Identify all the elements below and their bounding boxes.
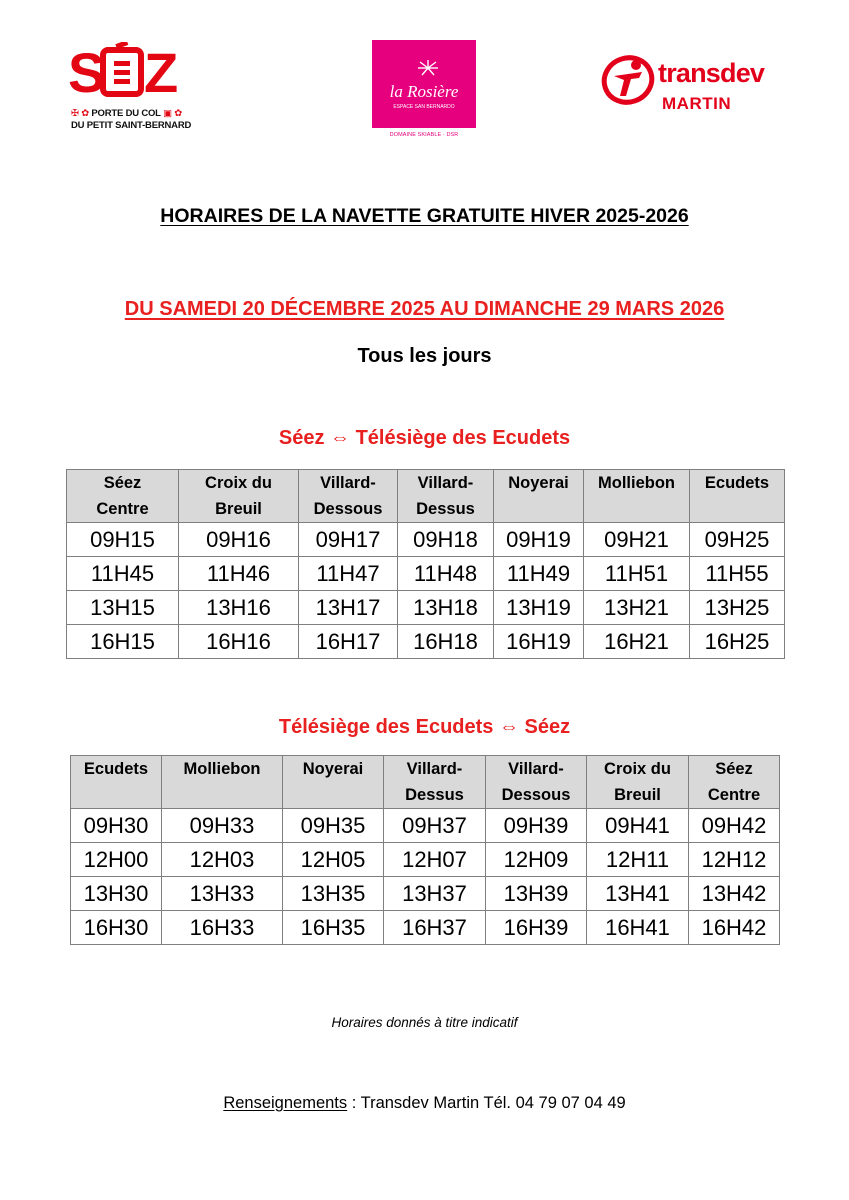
- table-row: [71, 911, 780, 945]
- stop-header-line: Breuil: [614, 786, 661, 804]
- table-row: [71, 809, 780, 843]
- departure-time: 12H07: [384, 843, 486, 877]
- rosiere-subtitle: DOMAINE SKIABLE · DSR: [389, 132, 459, 138]
- stop-header: [689, 756, 780, 809]
- stop-header-line: Breuil: [215, 500, 262, 518]
- seez-tagline: ✠ ✿ PORTE DU COL ▣ ✿ DU PETIT SAINT-BERNARD: [71, 108, 192, 131]
- stop-header: [486, 756, 587, 809]
- table-row: [67, 625, 785, 659]
- departure-time: 16H19: [494, 625, 584, 659]
- stop-header-line: Noyerai: [302, 760, 364, 778]
- schedule-table-route-2: [70, 755, 780, 945]
- stop-header-line: Centre: [96, 500, 149, 518]
- departure-time: 09H37: [384, 809, 486, 843]
- seez-logo: [68, 42, 192, 137]
- departure-time: 13H21: [584, 591, 690, 625]
- stop-header-line: Dessous: [313, 500, 383, 518]
- stop-header-line: Dessus: [405, 786, 464, 804]
- period-heading: DU SAMEDI 20 DÉCEMBRE 2025 AU DIMANCHE 29 MARS 2026: [124, 298, 725, 320]
- departure-time: 13H19: [494, 591, 584, 625]
- departure-time: 11H46: [179, 557, 299, 591]
- departure-time: 11H51: [584, 557, 690, 591]
- departure-time: 11H47: [299, 557, 398, 591]
- departure-time: 09H17: [299, 523, 398, 557]
- table-header-row: [71, 756, 780, 809]
- svg-text:la Rosière: la Rosière: [389, 82, 459, 101]
- stop-header: [67, 470, 179, 523]
- departure-time: 13H42: [689, 877, 780, 911]
- stop-header: [690, 470, 785, 523]
- departure-time: 11H48: [398, 557, 494, 591]
- contact-text: Transdev Martin Tél. 04 79 07 04 49: [360, 1094, 626, 1112]
- transdev-wordmark: transdev: [658, 58, 765, 88]
- stop-header: [584, 470, 690, 523]
- contact-info: [0, 1094, 849, 1113]
- transdev-logo: [600, 52, 788, 120]
- departure-time: 16H39: [486, 911, 587, 945]
- departure-time: 09H15: [67, 523, 179, 557]
- departure-time: 11H55: [690, 557, 785, 591]
- stop-header-line: Croix du: [205, 474, 272, 492]
- departure-time: 13H16: [179, 591, 299, 625]
- departure-time: 13H39: [486, 877, 587, 911]
- contact-separator: :: [347, 1094, 361, 1112]
- departure-time: 13H25: [690, 591, 785, 625]
- schedule-table-route-1: [66, 469, 785, 659]
- table-row: [71, 843, 780, 877]
- departure-time: 16H18: [398, 625, 494, 659]
- departure-time: 16H15: [67, 625, 179, 659]
- departure-time: 12H03: [162, 843, 283, 877]
- departure-time: 12H09: [486, 843, 587, 877]
- route-2-title: Télésiège des Ecudets ⇔ Séez: [278, 716, 571, 738]
- departure-time: 16H33: [162, 911, 283, 945]
- departure-time: 09H42: [689, 809, 780, 843]
- departure-time: 12H00: [71, 843, 162, 877]
- departure-time: 09H41: [587, 809, 689, 843]
- stop-header: [283, 756, 384, 809]
- table-row: [67, 523, 785, 557]
- departure-time: 16H16: [179, 625, 299, 659]
- departure-time: 16H41: [587, 911, 689, 945]
- departure-time: 09H19: [494, 523, 584, 557]
- stop-header-line: Dessus: [416, 500, 475, 518]
- stop-header-line: Villard-: [406, 760, 463, 778]
- table-row: [71, 877, 780, 911]
- departure-time: 09H30: [71, 809, 162, 843]
- departure-time: 13H30: [71, 877, 162, 911]
- departure-time: 09H21: [584, 523, 690, 557]
- stop-header: [71, 756, 162, 809]
- page-title: HORAIRES DE LA NAVETTE GRATUITE HIVER 2025-2026: [160, 205, 689, 227]
- stop-header: [384, 756, 486, 809]
- departure-time: 09H33: [162, 809, 283, 843]
- departure-time: 11H45: [67, 557, 179, 591]
- departure-time: 13H35: [283, 877, 384, 911]
- stop-header-line: Ecudets: [704, 474, 770, 492]
- seez-logo-mark: [68, 42, 180, 100]
- transdev-martin: MARTIN: [662, 94, 732, 113]
- disclaimer-note: Horaires donnés à titre indicatif: [331, 1015, 518, 1030]
- stop-header-line: Séez: [103, 474, 142, 492]
- departure-time: 16H25: [690, 625, 785, 659]
- departure-time: 16H17: [299, 625, 398, 659]
- departure-time: 16H21: [584, 625, 690, 659]
- transdev-icon: [600, 52, 656, 108]
- stop-header-line: Ecudets: [83, 760, 149, 778]
- svg-text:Z: Z: [144, 42, 179, 100]
- departure-time: 09H18: [398, 523, 494, 557]
- stop-header-line: Molliebon: [598, 474, 675, 492]
- stop-header: [587, 756, 689, 809]
- rosiere-sub-in-box: ESPACE SAN BERNARDO: [393, 104, 455, 110]
- departure-time: 09H39: [486, 809, 587, 843]
- svg-text:S: S: [68, 42, 106, 100]
- days-heading: Tous les jours: [357, 345, 492, 367]
- contact-label: Renseignements: [223, 1094, 348, 1112]
- stop-header-line: Villard-: [417, 474, 474, 492]
- departure-time: 13H18: [398, 591, 494, 625]
- table-row: [67, 557, 785, 591]
- departure-time: 11H49: [494, 557, 584, 591]
- stop-header-line: Villard-: [320, 474, 376, 492]
- departure-time: 13H15: [67, 591, 179, 625]
- stop-header-line: Villard-: [508, 760, 564, 778]
- departure-time: 16H37: [384, 911, 486, 945]
- route-1-title: Séez ⇔ Télésiège des Ecudets: [278, 427, 571, 449]
- stop-header-line: Séez: [715, 760, 753, 778]
- rosiere-logo: [372, 40, 476, 140]
- stop-header: [398, 470, 494, 523]
- departure-time: 09H16: [179, 523, 299, 557]
- departure-time: 16H42: [689, 911, 780, 945]
- stop-header-line: Centre: [707, 786, 761, 804]
- rosiere-logo-mark: [372, 40, 476, 128]
- stop-header-line: Dessous: [501, 786, 571, 804]
- departure-time: 16H30: [71, 911, 162, 945]
- stop-header: [179, 470, 299, 523]
- stop-header-line: Croix du: [604, 760, 671, 778]
- departure-time: 16H35: [283, 911, 384, 945]
- stop-header: [162, 756, 283, 809]
- stop-header: [299, 470, 398, 523]
- departure-time: 13H37: [384, 877, 486, 911]
- stop-header-line: Molliebon: [183, 760, 261, 778]
- stop-header: [494, 470, 584, 523]
- table-header-row: [67, 470, 785, 523]
- departure-time: 12H11: [587, 843, 689, 877]
- departure-time: 13H33: [162, 877, 283, 911]
- departure-time: 13H41: [587, 877, 689, 911]
- table-row: [67, 591, 785, 625]
- departure-time: 12H05: [283, 843, 384, 877]
- departure-time: 09H25: [690, 523, 785, 557]
- departure-time: 13H17: [299, 591, 398, 625]
- departure-time: 09H35: [283, 809, 384, 843]
- stop-header-line: Noyerai: [508, 474, 569, 492]
- departure-time: 12H12: [689, 843, 780, 877]
